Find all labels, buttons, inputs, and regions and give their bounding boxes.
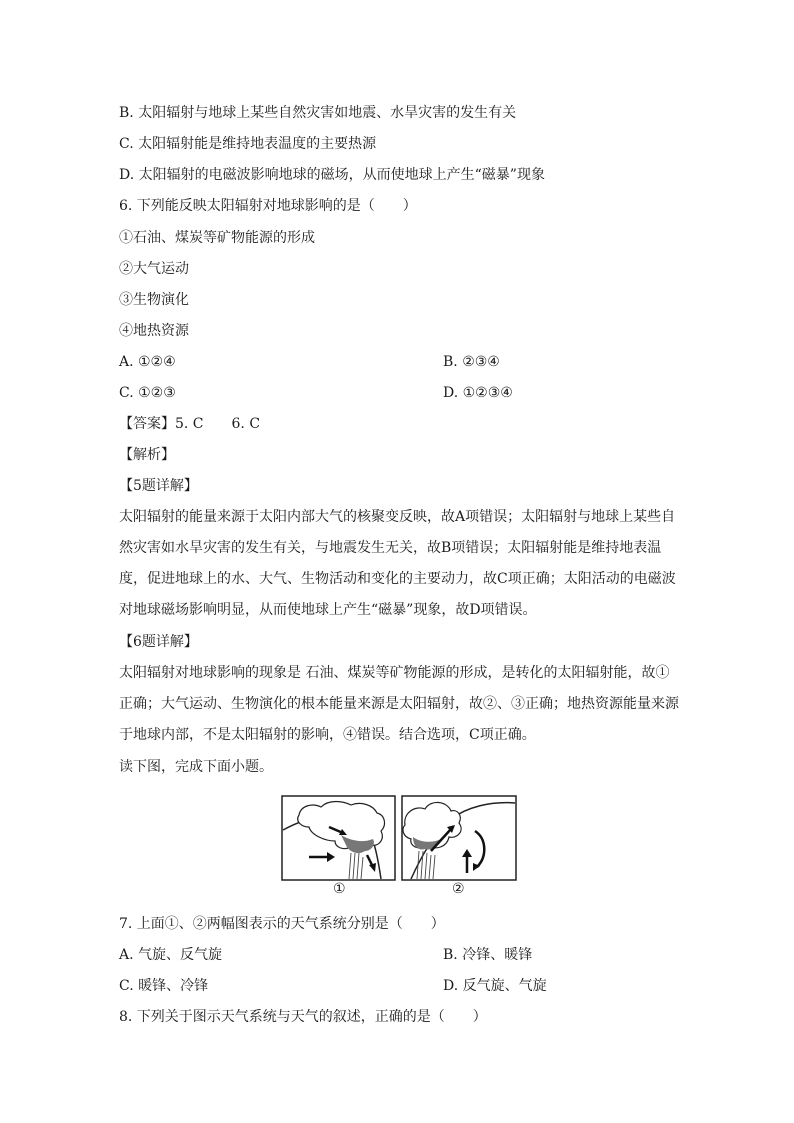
q7-option-a: A. 气旋、反气旋 bbox=[119, 947, 223, 963]
weather-front-figure bbox=[281, 795, 517, 900]
answer-line: 【答案】5. C 6. C bbox=[119, 416, 261, 432]
q7-stem: 7. 上面①、②两幅图表示的天气系统分别是（ ） bbox=[119, 916, 445, 932]
q6-item-1: ①石油、煤炭等矿物能源的形成 bbox=[119, 230, 315, 246]
figure-label-1: ① bbox=[333, 881, 346, 897]
q7-option-d: D. 反气旋、气旋 bbox=[443, 978, 547, 994]
q6-stem: 6. 下列能反映太阳辐射对地球影响的是（ ） bbox=[119, 198, 417, 214]
read-prompt: 读下图，完成下面小题。 bbox=[119, 759, 273, 775]
q5-option-c: C. 太阳辐射能是维持地表温度的主要热源 bbox=[119, 136, 377, 152]
detail6-heading: 【6题详解】 bbox=[119, 634, 198, 650]
q6-item-2: ②大气运动 bbox=[119, 261, 189, 277]
analysis-heading: 【解析】 bbox=[119, 447, 175, 463]
q8-stem: 8. 下列关于图示天气系统与天气的叙述，正确的是（ ） bbox=[119, 1009, 487, 1025]
q6-option-a: A. ①②④ bbox=[119, 354, 176, 370]
q6-option-c: C. ①②③ bbox=[119, 385, 176, 401]
front-diagram bbox=[281, 795, 517, 881]
q6-item-3: ③生物演化 bbox=[119, 292, 189, 308]
q6-option-d: D. ①②③④ bbox=[443, 385, 513, 401]
detail5-heading: 【5题详解】 bbox=[119, 478, 198, 494]
q7-option-b: B. 冷锋、暖锋 bbox=[443, 947, 533, 963]
q7-option-c: C. 暖锋、冷锋 bbox=[119, 978, 209, 994]
detail5-text: 太阳辐射的能量来源于太阳内部大气的核聚变反映，故A项错误；太阳辐射与地球上某些自然灾害如水旱灾害的发生有关，与地震发生无关，故B项错误；太阳辐射能是维持地表温度，促进地球上的水、大气、生物活动和变化的主要动力，故C项正确；太阳活动的电磁波对地球磁场影响明显，从而使地球上产生“磁暴”现象，故D项错误。 bbox=[119, 509, 676, 618]
detail6-text: 太阳辐射对地球影响的现象是 石油、煤炭等矿物能源的形成，是转化的太阳辐射能，故①正确；大气运动、生物演化的根本能量来源是太阳辐射，故②、③正确；地热资源能量来源于地球内部，不是太阳辐射的影响，④错误。结合选项，C项正确。 bbox=[119, 665, 679, 743]
q6-option-b: B. ②③④ bbox=[443, 354, 500, 370]
q5-option-d: D. 太阳辐射的电磁波影响地球的磁场，从而使地球上产生“磁暴”现象 bbox=[119, 167, 545, 183]
q5-option-b: B. 太阳辐射与地球上某些自然灾害如地震、水旱灾害的发生有关 bbox=[119, 105, 517, 121]
figure-label-2: ② bbox=[452, 881, 465, 897]
q6-item-4: ④地热资源 bbox=[119, 323, 189, 339]
